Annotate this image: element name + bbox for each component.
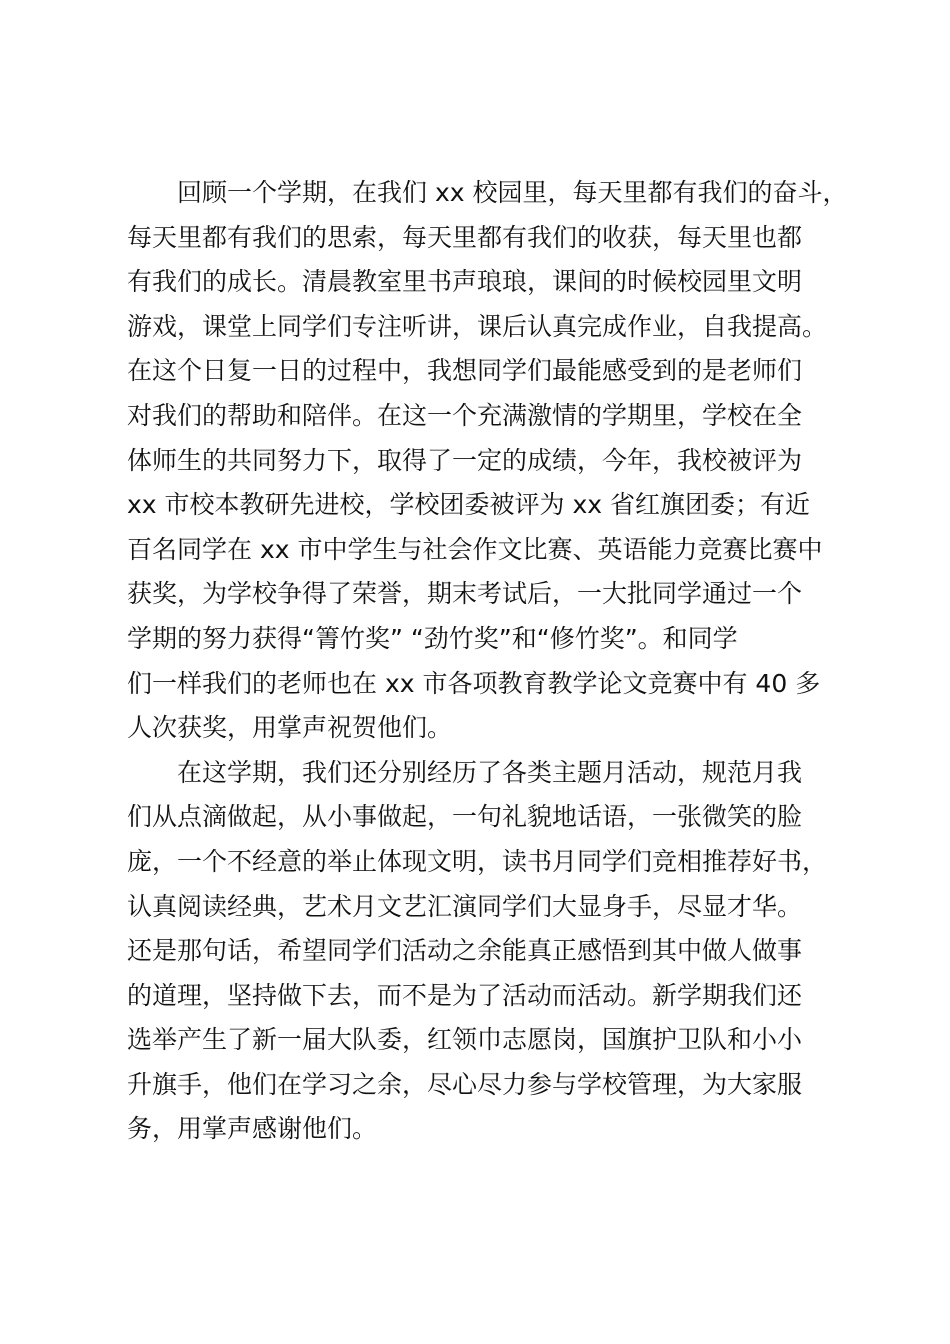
text-line: 认真阅读经典，艺术月文艺汇演同学们大显身手，尽显才华。: [127, 891, 803, 921]
text-line: 人次获奖，用掌声祝贺他们。: [127, 713, 453, 743]
text-line: 对我们的帮助和陪伴。在这一个充满激情的学期里，学校在全: [127, 400, 803, 430]
text-line: 每天里都有我们的思索，每天里都有我们的收获，每天里也都: [127, 222, 803, 252]
text-line: 获奖，为学校争得了荣誉，期末考试后，一大批同学通过一个: [127, 579, 803, 609]
text-line: 体师生的共同努力下，取得了一定的成绩，今年，我校被评为: [127, 445, 803, 475]
text-line: 们从点滴做起，从小事做起，一句礼貌地话语，一张微笑的脸: [127, 802, 803, 832]
text-line: 百名同学在 xx 市中学生与社会作文比赛、英语能力竞赛比赛中: [127, 534, 823, 564]
text-line: 的道理，坚持做下去，而不是为了活动而活动。新学期我们还: [127, 980, 803, 1010]
text-line: 在这个日复一日的过程中，我想同学们最能感受到的是老师们: [127, 356, 803, 386]
text-line: 在这学期，我们还分别经历了各类主题月活动，规范月我: [177, 757, 803, 787]
text-line: 选举产生了新一届大队委，红领巾志愿岗，国旗护卫队和小小: [127, 1025, 803, 1055]
paragraph-2: [127, 751, 862, 1152]
text-line: 回顾一个学期，在我们 xx 校园里，每天里都有我们的奋斗，: [177, 178, 848, 207]
text-line: 还是那句话，希望同学们活动之余能真正感悟到其中做人做事: [127, 936, 803, 966]
text-line: 务，用掌声感谢他们。: [127, 1114, 378, 1144]
paragraph-1: [127, 171, 862, 751]
document-body: [127, 171, 862, 1152]
text-line: 们一样我们的老师也在 xx 市各项教育教学论文竞赛中有 40 多: [127, 668, 821, 698]
text-line: xx 市校本教研先进校，学校团委被评为 xx 省红旗团委；有近: [127, 490, 811, 520]
text-line: 有我们的成长。清晨教室里书声琅琅，课间的时候校园里文明: [127, 267, 803, 297]
text-line: 游戏，课堂上同学们专注听讲，课后认真完成作业，自我提高。: [127, 311, 828, 341]
text-line: 学期的努力获得“箐竹奖” “劲竹奖”和“修竹奖”。和同学: [127, 623, 738, 653]
text-line: 庞，一个不经意的举止体现文明，读书月同学们竞相推荐好书，: [127, 846, 828, 876]
text-line: 升旗手，他们在学习之余，尽心尽力参与学校管理，为大家服: [127, 1069, 803, 1099]
